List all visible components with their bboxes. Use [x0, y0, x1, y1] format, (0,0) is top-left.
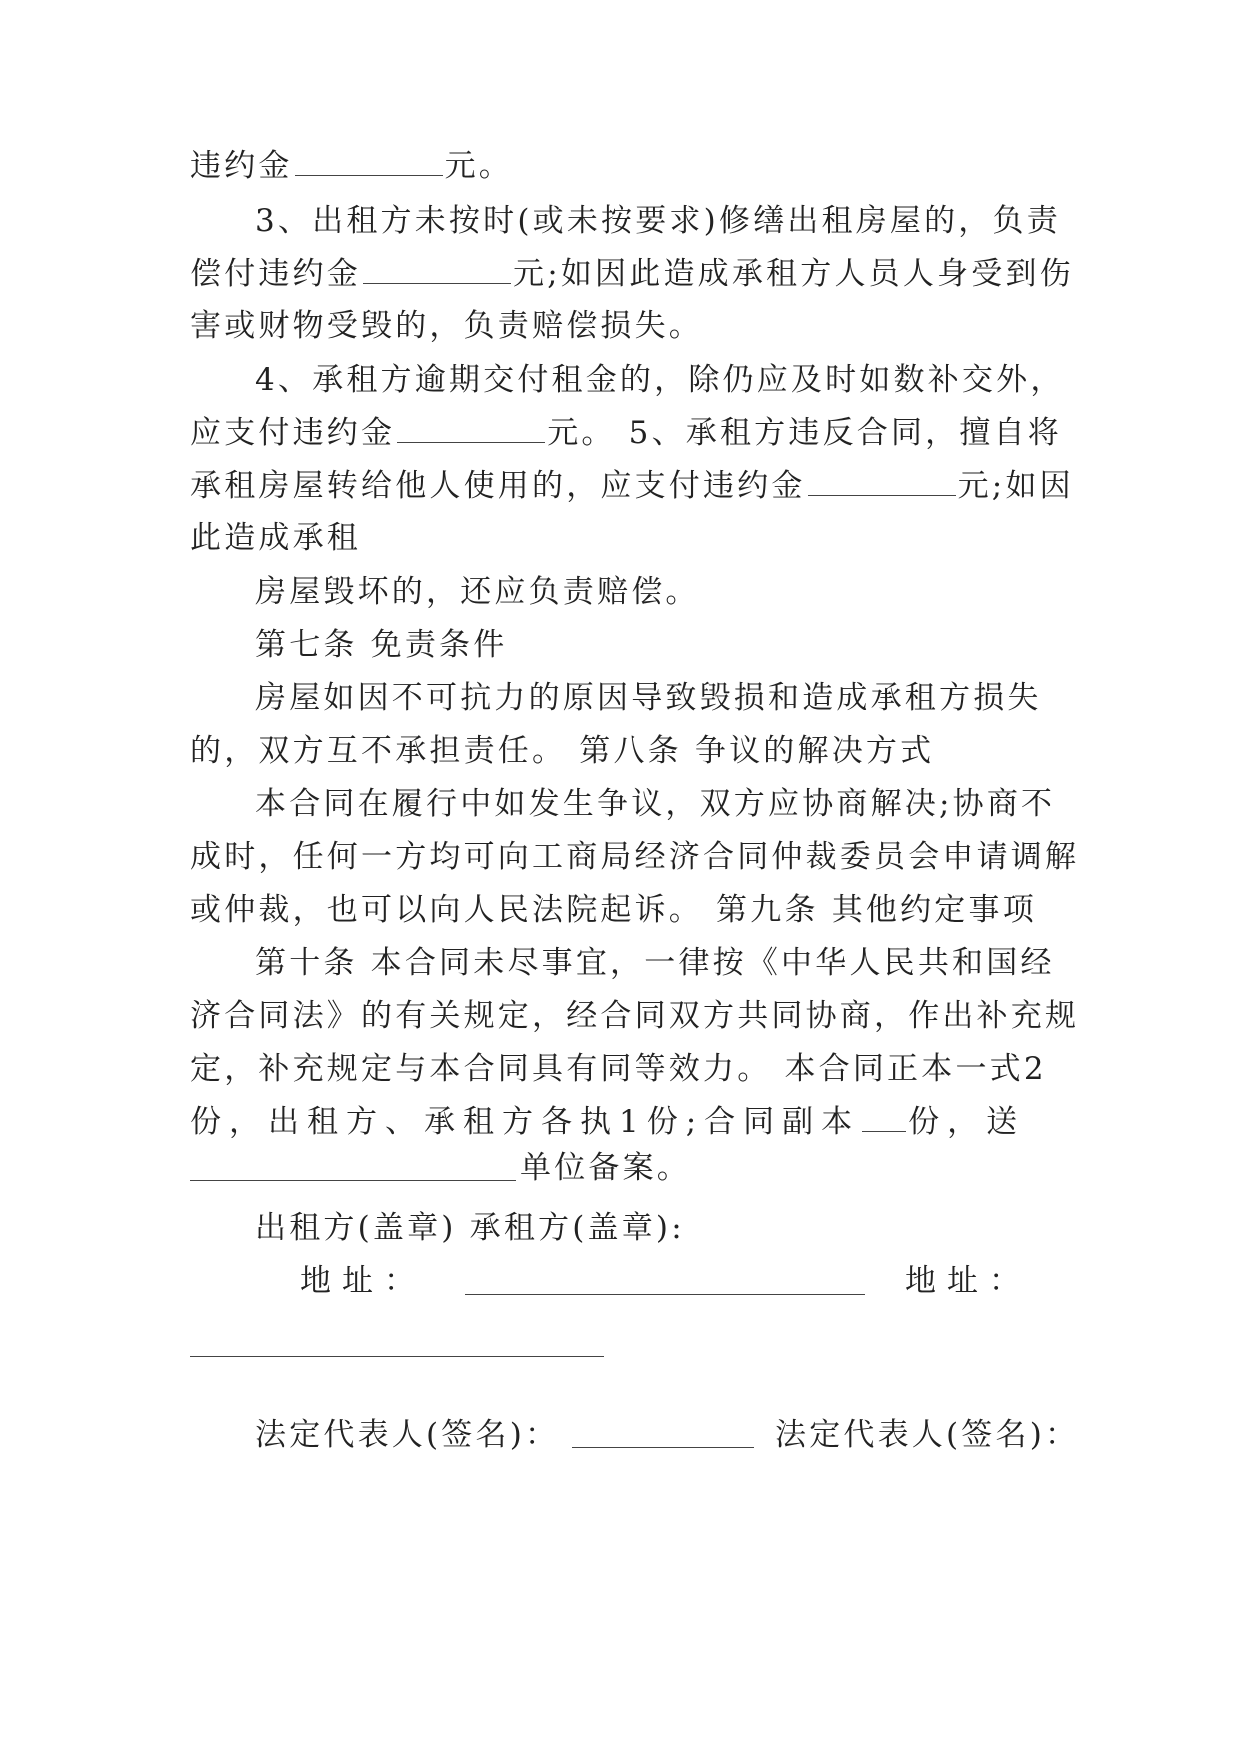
- lessor-representative-blank: [572, 1447, 754, 1448]
- text-line-17: 济合同法》的有关规定，经合同双方共同协商，作出补充规: [190, 998, 1080, 1034]
- lessee-representative-label: 法定代表人(签名)：: [775, 1417, 1080, 1453]
- text-line-18: 定，补充规定与本合同具有同等效力。 本合同正本一式2: [190, 1051, 1047, 1087]
- lessor-address-blank: [465, 1294, 865, 1295]
- text-line-12: 的，双方互不承担责任。 第八条 争议的解决方式: [190, 733, 935, 769]
- text-line-9: 房屋毁坏的，还应负责赔偿。: [255, 574, 700, 610]
- text-line-11: 房屋如因不可抗力的原因导致毁损和造成承租方损失: [255, 680, 1042, 716]
- text-line-3: 偿付违约金 元;如因此造成承租方人员人身受到伤: [190, 256, 1074, 292]
- text-line-7: 承租房屋转给他人使用的，应支付违约金 元;如因: [190, 468, 1074, 504]
- lessee-address-blank: [190, 1356, 604, 1357]
- text-line-5: 4、承租方逾期交付租金的，除仍应及时如数补交外，: [255, 362, 1065, 398]
- text-line-1: 违约金 元。: [190, 148, 514, 184]
- text-line-16: 第十条 本合同未尽事宜，一律按《中华人民共和国经: [255, 945, 1055, 981]
- text-line-19: 份，出租方、承租方各执1份;合同副本 份，送: [190, 1104, 1026, 1140]
- blank-field: [363, 257, 511, 284]
- text-line-2: 3、出租方未按时(或未按要求)修缮出租房屋的，负责: [255, 203, 1061, 239]
- lessee-address-label: 地址：: [905, 1263, 1031, 1299]
- text-line-15: 或仲裁，也可以向人民法院起诉。 第九条 其他约定事项: [190, 892, 1037, 928]
- blank-field: [295, 149, 443, 176]
- text-line-13: 本合同在履行中如发生争议，双方应协商解决;协商不: [255, 786, 1056, 822]
- blank-field: [862, 1105, 906, 1132]
- text-line-4: 害或财物受毁的，负责赔偿损失。: [190, 308, 703, 344]
- blank-field: [808, 469, 956, 496]
- text-line-20: 单位备案。: [520, 1150, 691, 1186]
- signature-header: 出租方(盖章) 承租方(盖章):: [255, 1210, 685, 1246]
- blank-rule: [190, 1180, 516, 1181]
- blank-field: [397, 416, 545, 443]
- text-line-8: 此造成承租: [190, 520, 361, 556]
- lessor-representative-label: 法定代表人(签名)：: [255, 1417, 560, 1453]
- text-line-6: 应支付违约金 元。 5、承租方违反合同，擅自将: [190, 415, 1062, 451]
- text-line-14: 成时，任何一方均可向工商局经济合同仲裁委员会申请调解: [190, 839, 1080, 875]
- lessor-address-label: 地址：: [300, 1263, 426, 1299]
- section-heading-7: 第七条 免责条件: [255, 627, 508, 663]
